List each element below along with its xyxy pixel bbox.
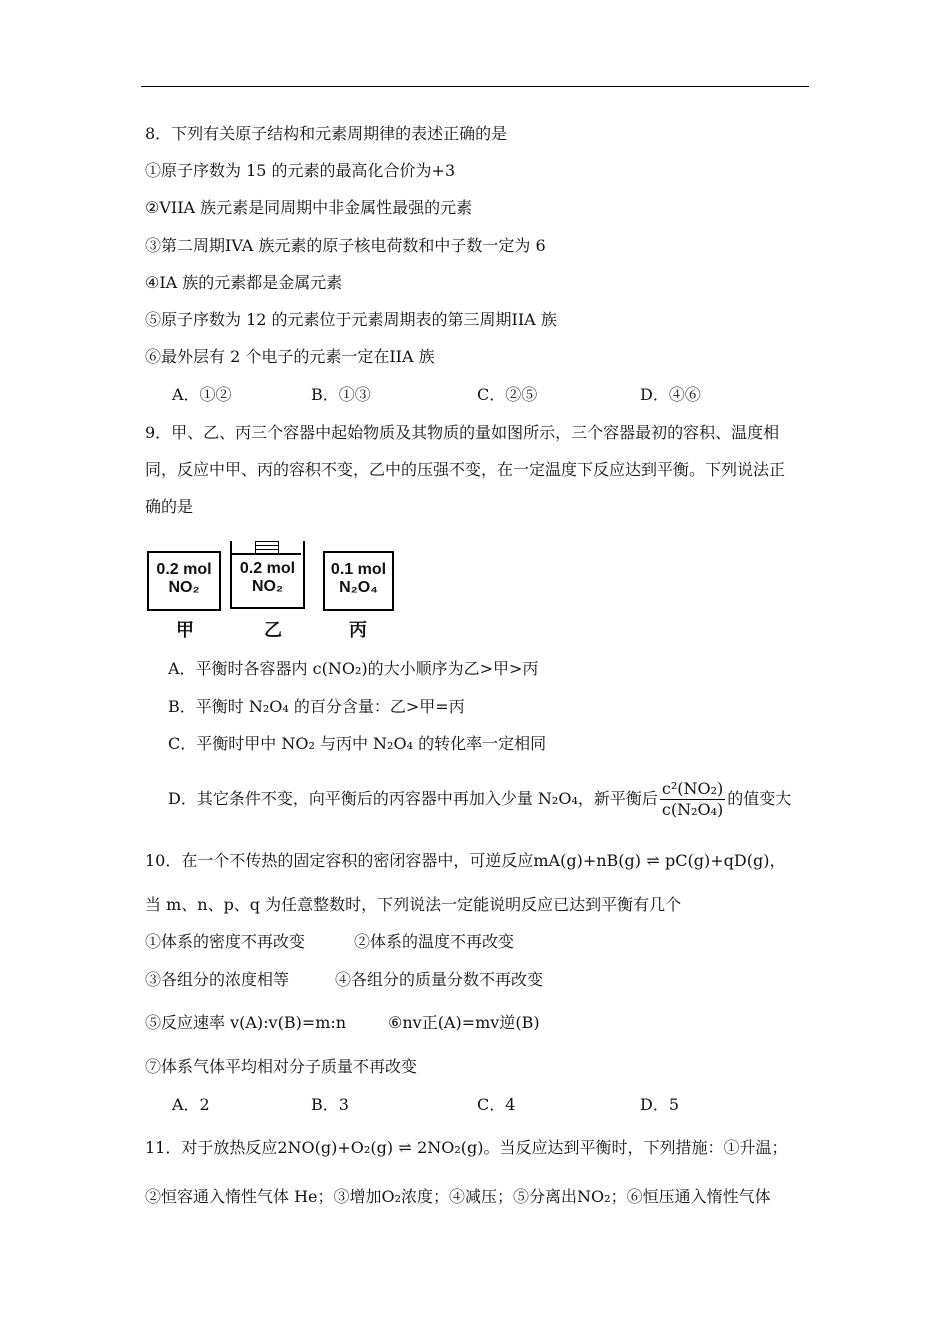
- q11-stem-text: 11．对于放热反应: [145, 1138, 278, 1157]
- q10-option-b: B．3: [311, 1095, 349, 1114]
- q8-option-b: B．①③: [311, 385, 371, 404]
- q10-item-4: ④各组分的质量分数不再改变: [335, 970, 544, 989]
- q8-item-5: ⑤原子序数为 12 的元素位于元素周期表的第三周期IIA 族: [145, 310, 557, 329]
- container-yi-label: 乙: [264, 620, 282, 641]
- container-yi-amount: 0.2 mol: [239, 560, 296, 577]
- q8-option-d: D．④⑥: [640, 385, 701, 404]
- q9-stem-line-2: 同，反应中甲、丙的容积不变，乙中的压强不变，在一定温度下反应达到平衡。下列说法正: [145, 460, 786, 479]
- q10-stem-line-2: 当 m、n、p、q 为任意整数时，下列说法一定能说明反应已达到平衡有几个: [145, 895, 682, 914]
- q8-item-6: ⑥最外层有 2 个电子的元素一定在IIA 族: [145, 347, 435, 366]
- q9-option-d-text: D．其它条件不变，向平衡后的丙容器中再加入少量 N₂O₄，新平衡后: [168, 789, 658, 808]
- container-bing-amount: 0.1 mol: [330, 561, 387, 578]
- q8-item-4: ④IA 族的元素都是金属元素: [145, 273, 343, 292]
- q11-reaction-right: 2NO₂(g): [417, 1138, 484, 1157]
- q11-stem: [145, 1137, 788, 1159]
- container-bing-substance: N₂O₄: [339, 579, 378, 596]
- q9-stem-line-1: 9．甲、乙、丙三个容器中起始物质及其物质的量如图所示，三个容器最初的容积、温度相: [145, 423, 780, 442]
- q9-option-c: C．平衡时甲中 NO₂ 与丙中 N₂O₄ 的转化率一定相同: [168, 734, 547, 753]
- container-jia-amount: 0.2 mol: [156, 561, 212, 578]
- q11-reaction-left: 2NO(g)+O₂(g): [277, 1138, 394, 1157]
- q11-stem-line-2: ②恒容通入惰性气体 He；③增加O₂浓度；④减压；⑤分离出NO₂；⑥恒压通入惰性气体: [145, 1187, 771, 1206]
- q10-item-5: ⑤反应速率 v(A):v(B)=m:n: [145, 1013, 347, 1032]
- container-jia: [147, 551, 221, 611]
- container-jia-label: 甲: [176, 620, 194, 641]
- header-rule: [141, 86, 809, 87]
- q10-reaction-right: pC(g)+qD(g)，: [665, 851, 786, 870]
- q10-item-1: ①体系的密度不再改变: [145, 932, 306, 951]
- q8-stem: 8．下列有关原子结构和元素周期律的表述正确的是: [145, 124, 508, 143]
- q9-stem-line-3: 确的是: [145, 497, 194, 516]
- q8-item-2: ②VIIA 族元素是同周期中非金属性最强的元素: [145, 198, 473, 217]
- q11-stem-tail: 。当反应达到平衡时，下列措施：①升温；: [483, 1138, 788, 1157]
- q10-stem: [145, 850, 785, 872]
- container-bing: [323, 551, 394, 611]
- equilibrium-arrow-icon: ⇌: [398, 1138, 412, 1157]
- q10-reaction-left: mA(g)+nB(g): [533, 851, 642, 870]
- q10-option-c: C．4: [477, 1095, 516, 1114]
- q10-option-a: A．2: [172, 1095, 210, 1114]
- q9-option-d-tail: 的值变大: [727, 789, 792, 808]
- fraction-denominator: c(N₂O₄): [661, 799, 724, 819]
- q9-option-d: [168, 778, 791, 820]
- container-yi-substance: NO₂: [251, 578, 284, 595]
- q10-item-2: ②体系的温度不再改变: [354, 932, 515, 951]
- q8-option-c: C．②⑤: [477, 385, 538, 404]
- q10-item-7: ⑦体系气体平均相对分子质量不再改变: [145, 1057, 418, 1076]
- q9-option-a: A．平衡时各容器内 c(NO₂)的大小顺序为乙>甲>丙: [168, 659, 539, 678]
- container-bing-label: 丙: [349, 620, 367, 641]
- q8-item-1: ①原子序数为 15 的元素的最高化合价为+3: [145, 161, 456, 180]
- q9-option-d-fraction: [660, 780, 725, 819]
- container-jia-substance: NO₂: [168, 579, 200, 596]
- q10-stem-text: 10．在一个不传热的固定容积的密闭容器中，可逆反应: [145, 851, 534, 870]
- q10-item-6: ⑥nv正(A)=mv逆(B): [388, 1013, 540, 1032]
- q10-item-3: ③各组分的浓度相等: [145, 970, 290, 989]
- piston-weight: [255, 541, 279, 555]
- fraction-numerator: c²(NO₂): [661, 778, 724, 798]
- q8-item-3: ③第二周期IVA 族元素的原子核电荷数和中子数一定为 6: [145, 236, 546, 255]
- q8-option-a: A．①②: [172, 385, 232, 404]
- q10-option-d: D．5: [640, 1095, 680, 1114]
- q9-option-b: B．平衡时 N₂O₄ 的百分含量：乙>甲=丙: [168, 697, 465, 716]
- equilibrium-arrow-icon: ⇌: [646, 851, 660, 870]
